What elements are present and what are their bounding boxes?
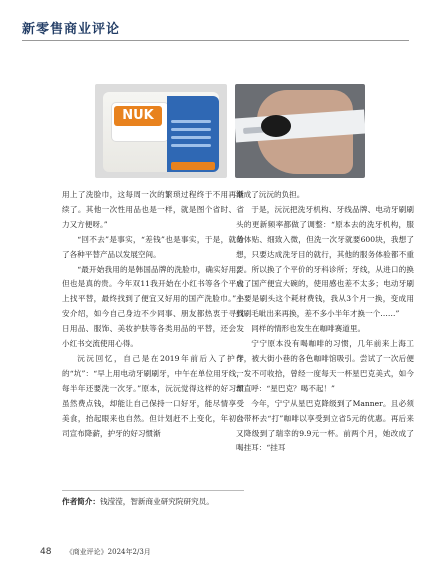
author-label: 作者简介：: [62, 497, 100, 506]
header-divider: [22, 40, 409, 41]
paragraph: 今年，宁宁从星巴克降级到了Manner。且必须自带杯去“打”咖啡以享受到立省5元的优惠。再后来又降级到了瑞幸的9.9元一杯。前两个月，她改成了喝挂耳：“挂耳: [236, 398, 414, 453]
author-divider: [62, 490, 244, 491]
wipes-package: [103, 92, 219, 172]
paragraph: 沅沅回忆，自己是在2019年前后入了护牙的“坑”：“早上用电动牙刷刷牙，中午在单位用牙线，每半年还要洗一次牙。”原本，沅沅觉得这样的好习惯虽然费点钱，却能让自己保持一口好牙，能尽情享受美食，抬起眼来也自然。但计划赶不上变化，年初公司宣布降薪，护牙的好习惯渐: [62, 353, 244, 438]
nuk-logo: NUK: [114, 106, 162, 126]
toothbrush-head: [261, 115, 291, 137]
page-title: 新零售商业评论: [22, 22, 121, 37]
package-text-line: [171, 136, 211, 139]
toothbrush-photo: [235, 84, 365, 178]
author-note: [62, 496, 252, 508]
package-text-line: [171, 144, 211, 147]
paragraph: 同样的情形也发生在咖啡赛道里。: [251, 324, 366, 334]
page-footer: [40, 547, 151, 557]
package-label-band: [167, 96, 219, 172]
paragraph: 渐成了沅沅的负担。: [236, 190, 305, 199]
journal-citation: 《商业评论》2024年2/3月: [65, 548, 151, 556]
wipes-photo: [95, 84, 227, 178]
right-column: [236, 188, 414, 456]
package-text-line: [171, 120, 211, 123]
paragraph: “回不去”是事实，“差钱”也是事实，于是，就给了各种平替产品以发展空间。: [62, 234, 244, 259]
paragraph: “最开始我用的是韩国品牌的洗脸巾，确实好用，但也是真的贵。今年双11我开始在小红书等各个平台上找平替，最终找到了便宜又好用的国产洗脸巾。”小安介绍，如今自己身边不少同事、朋友都热衷于寻找日用品、服饰、美妆护肤等各类用品的平替，还会发小红书交流使用心得。: [62, 264, 244, 349]
paragraph: 于是，沅沅把洗牙机构、牙线品牌、电动牙刷刷头的更新频率都做了调整：“原本去的洗牙机构，服务体贴、细致入微，但洗一次牙就要600块，我想了想，只要达成洗牙目的就行，其他的服务体验都不重要。所以换了个平价的牙科诊所；牙线，从进口的换成了国产便宜大碗的，使用感也差不太多；电动牙刷主要是刷头这个耗材费钱，我从3个月一换，变成用到刷毛呲出来再换，差不多小半年才换一个……”: [236, 204, 414, 319]
package-text-line: [171, 128, 211, 131]
left-column: [62, 188, 244, 441]
author-text: 钱滢滢，智新商业研究院研究员。: [99, 497, 214, 506]
paragraph: 用上了洗脸巾，这每周一次的繁琐过程终于不用再继续了。其他一次性用品也是一样，就是图个省时、省力又方便呀。”: [62, 190, 244, 229]
page-number: 48: [40, 547, 52, 557]
paragraph: 宁宁原本没有喝咖啡的习惯，几年前来上海工作，被大街小巷的各色咖啡馆吸引。尝试了一次后便一发不可收拾，曾经一度每天一杯星巴克美式，如今却直呼：“星巴克？喝不起！”: [236, 339, 414, 393]
package-count-badge: [171, 162, 215, 170]
